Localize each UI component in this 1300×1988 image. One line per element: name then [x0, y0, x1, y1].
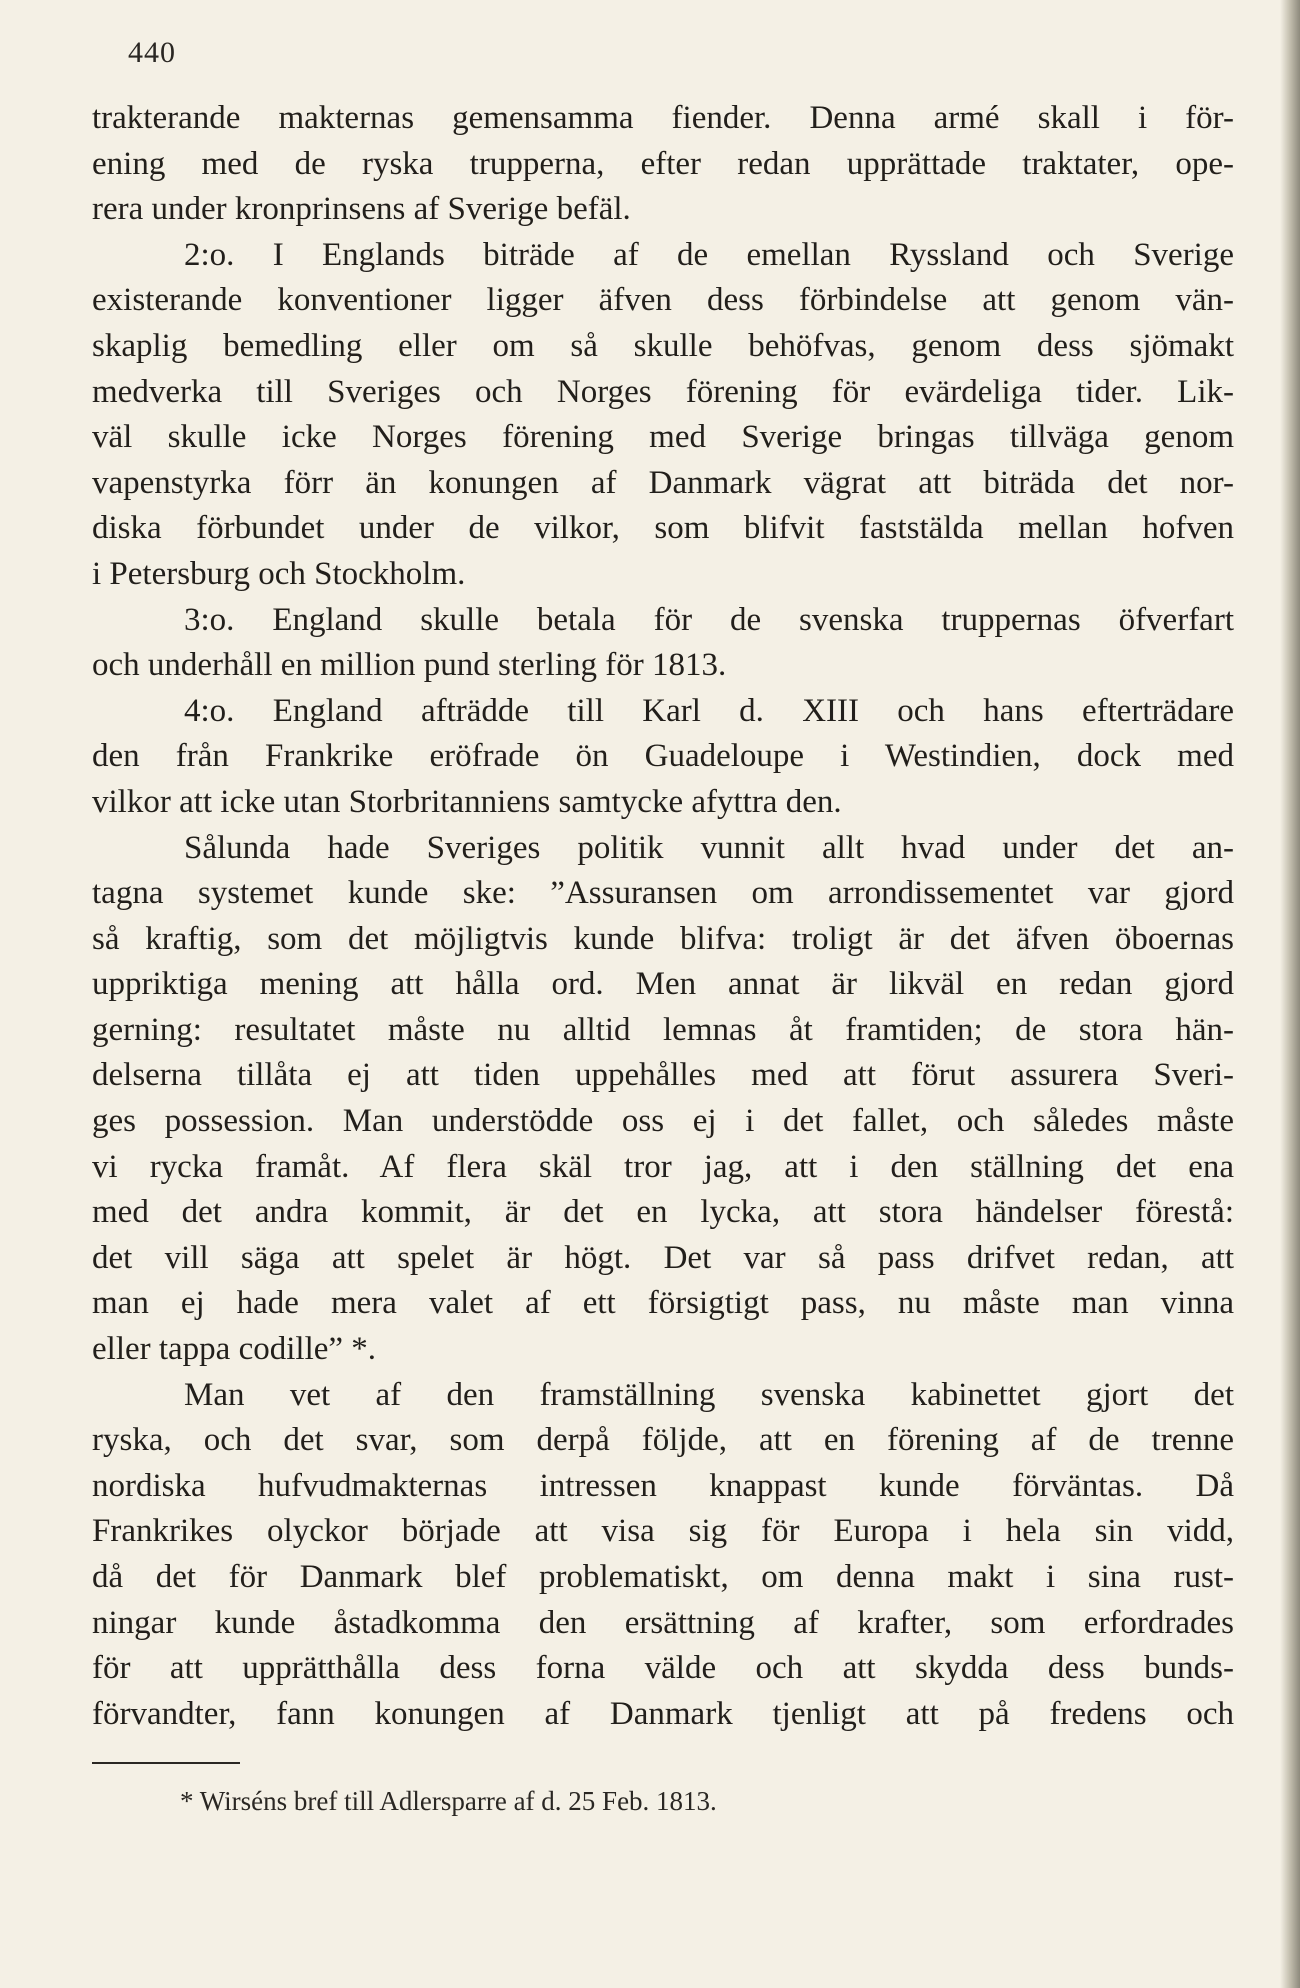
text-line: den från Frankrike eröfrade ön Guadeloupe i Westindien, dock med — [92, 738, 1234, 775]
text-line: då det för Danmark blef problematiskt, om denna makt i sina rust- — [92, 1559, 1234, 1595]
text-line: och underhåll en million pund sterling för 1813. — [92, 647, 727, 684]
text-line: 4:o. England afträdde till Karl d. XIII och hans efterträdare — [184, 692, 1234, 729]
text-line: 2:o. I Englands biträde af de emellan Ryssland och Sverige — [184, 236, 1234, 273]
footnote-divider — [92, 1762, 240, 1764]
text-line: ges possession. Man understödde oss ej i det fallet, och således måste — [92, 1103, 1234, 1140]
text-line: 3:o. England skulle betala för de svenska truppernas öfverfart — [184, 601, 1234, 638]
page-number: 440 — [128, 36, 176, 69]
text-line: skaplig bemedling eller om så skulle behöfvas, genom dess sjömakt — [92, 327, 1234, 364]
text-line: ningar kunde åstadkomma den ersättning af krafter, som erfordrades — [92, 1604, 1234, 1641]
text-line: trakterande makternas gemensamma fiender. Denna armé skall i för- — [92, 100, 1234, 136]
text-line: Man vet af den framställning svenska kabinettet gjort det — [184, 1376, 1234, 1413]
text-line: så kraftig, som det möjligtvis kunde blifva: troligt är det äfven öboernas — [92, 920, 1234, 957]
text-line: medverka till Sveriges och Norges förening för evärdeliga tider. Lik- — [92, 373, 1234, 410]
body-text — [92, 96, 1234, 1737]
text-line: vi rycka framåt. Af flera skäl tror jag, att i den ställning det ena — [92, 1148, 1234, 1185]
footnote: * Wirséns bref till Adlersparre af d. 25 Feb. 1813. — [180, 1786, 717, 1816]
text-line: gerning: resultatet måste nu alltid lemnas åt framtiden; de stora hän- — [92, 1011, 1234, 1048]
text-line: existerande konventioner ligger äfven dess förbindelse att genom vän- — [92, 282, 1234, 319]
text-line: förvandter, fann konungen af Danmark tjenligt att på fredens och — [92, 1695, 1234, 1732]
text-line: vapenstyrka förr än konungen af Danmark vägrat att biträda det nor- — [92, 464, 1234, 501]
text-line: väl skulle icke Norges förening med Sverige bringas tillväga genom — [92, 419, 1234, 456]
text-line: eller tappa codille” *. — [92, 1331, 377, 1368]
text-line: Sålunda hade Sveriges politik vunnit allt hvad under det an- — [184, 829, 1234, 866]
text-line: vilkor att icke utan Storbritanniens samtycke afyttra den. — [92, 783, 842, 820]
text-line: ryska, och det svar, som derpå följde, att en förening af de trenne — [92, 1422, 1234, 1459]
text-line: tagna systemet kunde ske: ”Assuransen om arrondissementet var gjord — [92, 875, 1234, 912]
text-line: Frankrikes olyckor började att visa sig för Europa i hela sin vidd, — [92, 1513, 1234, 1550]
text-line: uppriktiga mening att hålla ord. Men annat är likväl en redan gjord — [92, 966, 1234, 1003]
text-line: rera under kronprinsens af Sverige befäl. — [92, 191, 631, 228]
text-line: i Petersburg och Stockholm. — [92, 555, 466, 592]
text-line: diska förbundet under de vilkor, som blifvit faststälda mellan hofven — [92, 510, 1234, 547]
text-line: för att upprätthålla dess forna välde och att skydda dess bunds- — [92, 1650, 1234, 1687]
page-edge-shadow — [1280, 0, 1300, 1988]
text-line: med det andra kommit, är det en lycka, att stora händelser förestå: — [92, 1194, 1234, 1231]
text-line: delserna tillåta ej att tiden uppehålles med att förut assurera Sveri- — [92, 1057, 1234, 1094]
text-line: ening med de ryska trupperna, efter redan upprättade traktater, ope- — [92, 145, 1234, 182]
text-line: man ej hade mera valet af ett försigtigt pass, nu måste man vinna — [92, 1285, 1234, 1322]
text-line: nordiska hufvudmakternas intressen knappast kunde förväntas. Då — [92, 1467, 1234, 1504]
text-line: det vill säga att spelet är högt. Det var så pass drifvet redan, att — [92, 1239, 1234, 1276]
